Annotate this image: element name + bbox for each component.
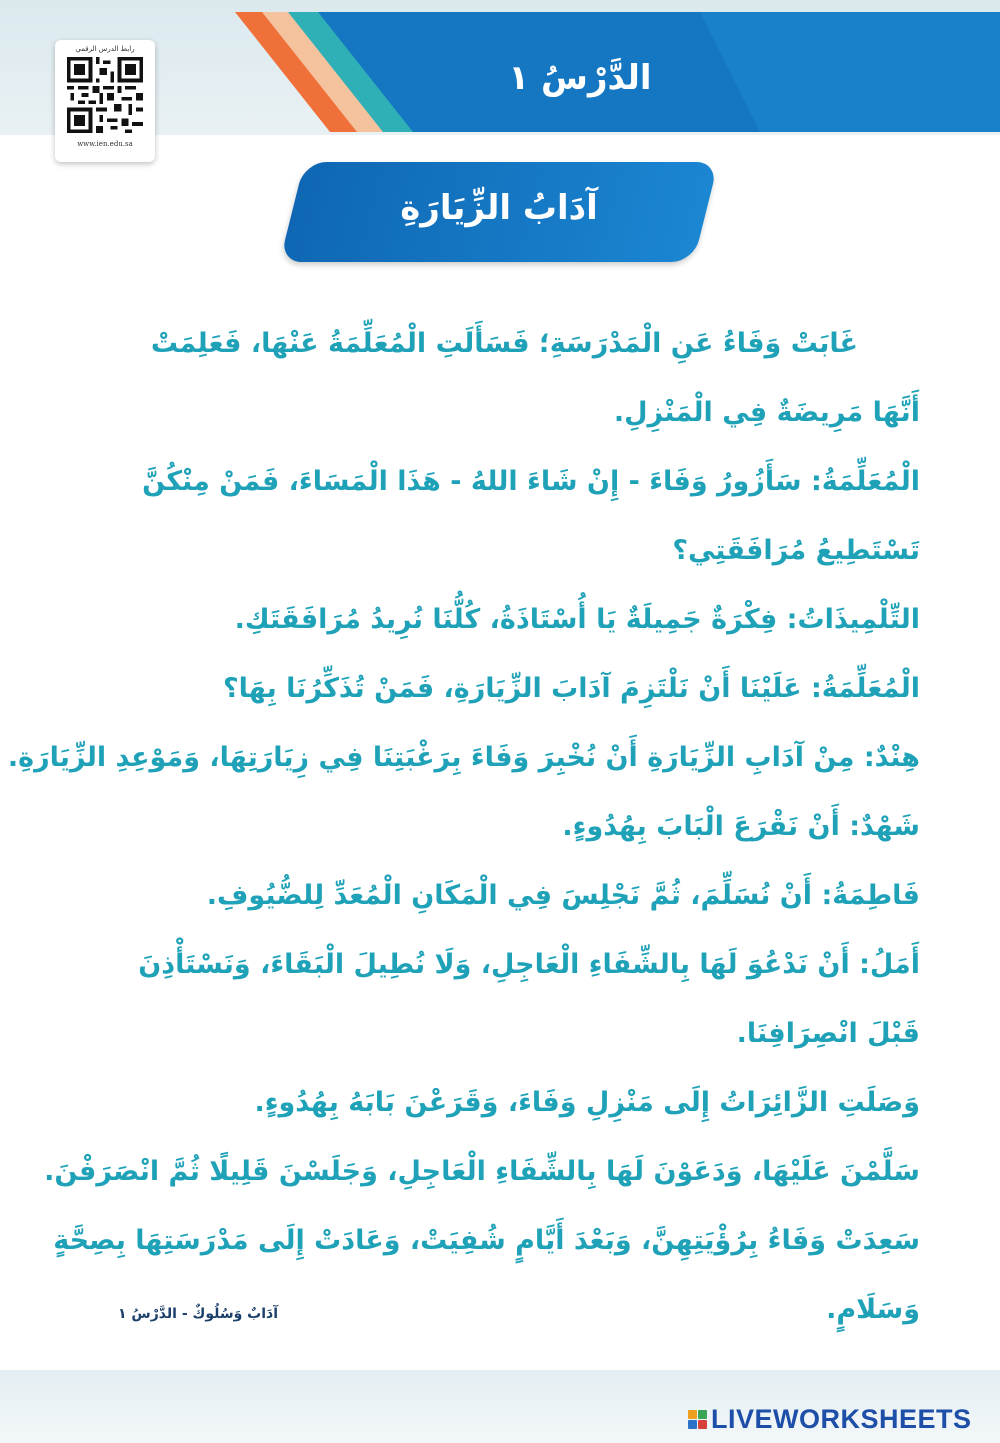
story-line: التِّلْمِيذَاتُ: فِكْرَةٌ جَمِيلَةٌ يَا أُسْتَاذَةُ، كُلُّنَا نُرِيدُ مُرَافَقَتَكِ. — [234, 604, 920, 635]
qr-card[interactable] — [55, 40, 155, 162]
qr-caption: رابط الدرس الرقمي — [75, 45, 135, 53]
story-text — [7, 318, 920, 1353]
story-line: فَاطِمَةُ: أَنْ نُسَلِّمَ، ثُمَّ نَجْلِسَ فِي الْمَكَانِ الْمُعَدِّ لِلضُّيُوفِ. — [206, 880, 920, 911]
story-line: تَسْتَطِيعُ مُرَافَقَتِي؟ — [672, 535, 920, 566]
story-line: سَعِدَتْ وَفَاءُ بِرُؤْيَتِهِنَّ، وَبَعْدَ أَيَّامٍ شُفِيَتْ، وَعَادَتْ إِلَى مَدْرَسَتِهَا بِصِحَّةٍ — [53, 1225, 920, 1256]
story-line: هِنْدٌ: مِنْ آدَابِ الزِّيَارَةِ أَنْ نُخْبِرَ وَفَاءَ بِرَغْبَتِنَا فِي زِيَارَتِهَا، وَمَوْعِدِ الزِّيَارَةِ. — [7, 742, 920, 773]
story-line: غَابَتْ وَفَاءُ عَنِ الْمَدْرَسَةِ؛ فَسَأَلَتِ الْمُعَلِّمَةُ عَنْهَا، فَعَلِمَتْ — [150, 328, 858, 359]
lesson-title: آدَابُ الزِّيَارَةِ — [400, 188, 598, 228]
lesson-number-title: الدَّرْسُ ١ — [508, 58, 652, 98]
story-line: وَصَلَتِ الزَّائِرَاتُ إِلَى مَنْزِلِ وَفَاءَ، وَقَرَعْنَ بَابَهُ بِهُدُوءٍ. — [254, 1087, 920, 1118]
liveworksheets-brand[interactable] — [688, 1401, 972, 1437]
story-line: الْمُعَلِّمَةُ: عَلَيْنَا أَنْ نَلْتَزِمَ آدَابَ الزِّيَارَةِ، فَمَنْ تُذَكِّرُنَا بِهَا؟ — [223, 673, 920, 704]
footer-unit-lesson: آدَابٌ وَسُلُوكٌ - الدَّرْسُ ١ — [118, 1306, 279, 1322]
liveworksheets-wordmark: LIVEWORKSHEETS — [711, 1403, 972, 1434]
qr-link-url[interactable]: www.ien.edu.sa — [77, 140, 133, 148]
story-line: أَنَّهَا مَرِيضَةٌ فِي الْمَنْزِلِ. — [613, 397, 920, 428]
story-line: شَهْدٌ: أَنْ نَقْرَعَ الْبَابَ بِهُدُوءٍ. — [562, 811, 920, 842]
qr-code-icon[interactable] — [67, 57, 143, 133]
story-line: أَمَلُ: أَنْ نَدْعُوَ لَهَا بِالشِّفَاءِ الْعَاجِلِ، وَلَا نُطِيلَ الْبَقَاءَ، وَنَسْتَأْذِنَ — [138, 949, 920, 980]
story-line: الْمُعَلِّمَةُ: سَأَزُورُ وَفَاءَ - إِنْ شَاءَ اللهُ - هَذَا الْمَسَاءَ، فَمَنْ مِنْكُنَّ — [142, 466, 920, 497]
story-line: وَسَلَامٍ. — [826, 1294, 920, 1325]
liveworksheets-logo-icon — [688, 1410, 707, 1429]
story-line: قَبْلَ انْصِرَافِنَا. — [736, 1018, 920, 1049]
story-line: سَلَّمْنَ عَلَيْهَا، وَدَعَوْنَ لَهَا بِالشِّفَاءِ الْعَاجِلِ، وَجَلَسْنَ قَلِيلًا ثُمَّ انْصَرَفْنَ. — [44, 1156, 920, 1187]
